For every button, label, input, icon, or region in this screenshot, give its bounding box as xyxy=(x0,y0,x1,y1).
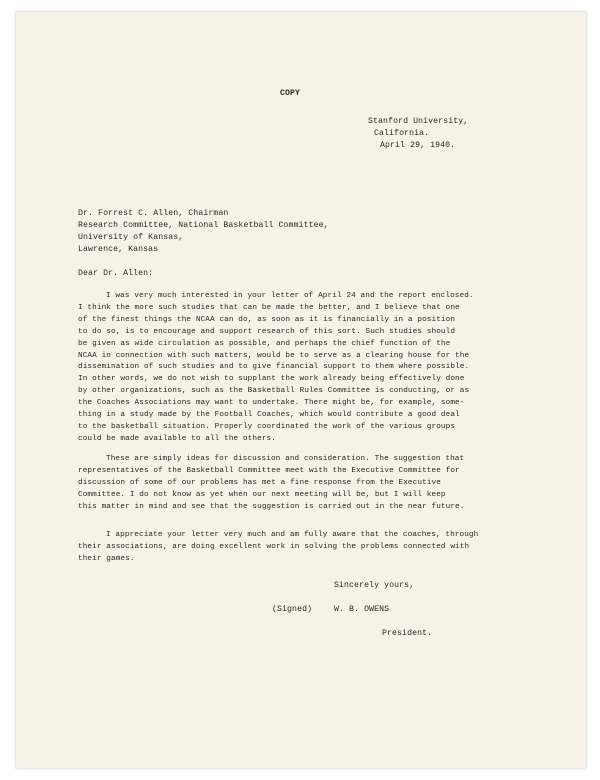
paragraph-line: These are simply ideas for discussion and consideration. The suggestion that xyxy=(106,455,465,463)
paragraph-line: dissemination of such studies and to give financial support to them where possible. xyxy=(78,363,470,372)
sender-address-line: April 29, 1940. xyxy=(380,141,456,150)
paragraph-line: by other organizations, such as the Basketball Rules Committee is conducting, or as xyxy=(78,387,470,396)
body-paragraph-3 xyxy=(78,530,478,566)
paragraph-line: thing in a study made by the Football Coaches, which would contribute a good deal xyxy=(78,411,460,420)
signer-title: President. xyxy=(382,629,433,638)
recipient-line: Dr. Forrest C. Allen, Chairman xyxy=(78,209,229,218)
recipient-line: Research Committee, National Basketball Committee, xyxy=(78,221,329,230)
paragraph-line: of the finest things the NCAA can do, as soon as it is financially in a position xyxy=(78,315,456,324)
sender-address-line: California. xyxy=(374,129,430,138)
sender-address xyxy=(368,116,468,152)
recipient-address xyxy=(78,208,329,256)
paragraph-line: I appreciate your letter very much and am fully aware that the coaches, through xyxy=(106,531,479,539)
paragraph-line: could be made available to all the others. xyxy=(78,434,276,443)
salutation: Dear Dr. Allen: xyxy=(78,269,154,278)
paragraph-line: In other words, we do not wish to supplant the work already being effectively done xyxy=(78,375,465,384)
recipient-line: Lawrence, Kansas xyxy=(78,245,159,254)
letter-page xyxy=(16,12,586,768)
body-paragraph-1 xyxy=(78,291,474,446)
closing: Sincerely yours, xyxy=(334,581,415,590)
signer-name: W. B. OWENS xyxy=(334,605,390,614)
paragraph-line: discussion of some of our problems has met a fine response from the Executive xyxy=(78,478,441,487)
paragraph-line: their associations, are doing excellent work in solving the problems connected with xyxy=(78,542,470,551)
paragraph-line: their games. xyxy=(78,554,135,563)
paragraph-line: the Coaches Associations may want to undertake. There might be, for example, some- xyxy=(78,399,465,408)
copy-label: COPY xyxy=(280,89,301,98)
paragraph-line: this matter in mind and see that the suggestion is carried out in the near future. xyxy=(78,502,465,511)
paragraph-line: Committee. I do not know as yet when our next meeting will be, but I will keep xyxy=(78,490,446,499)
paragraph-line: to the basketball situation. Properly coordinated the work of the various groups xyxy=(78,422,456,431)
recipient-line: University of Kansas, xyxy=(78,233,184,242)
paragraph-line: NCAA in connection with such matters, would be to serve as a clearing house for the xyxy=(78,351,470,360)
paragraph-line: to do so, is to encourage and support research of this sort. Such studies should xyxy=(78,327,456,336)
body-paragraph-2 xyxy=(78,454,465,514)
paragraph-line: I was very much interested in your letter of April 24 and the report enclosed. xyxy=(106,292,474,300)
paragraph-line: I think the more such studies that can be made the better, and I believe that one xyxy=(78,303,460,312)
signed-label: (Signed) xyxy=(272,605,313,614)
paragraph-line: representatives of the Basketball Committee meet with the Executive Committee for xyxy=(78,466,460,475)
paragraph-line: be given as wide circulation as possible, and perhaps the chief function of the xyxy=(78,339,451,348)
sender-address-line: Stanford University, xyxy=(368,117,469,126)
